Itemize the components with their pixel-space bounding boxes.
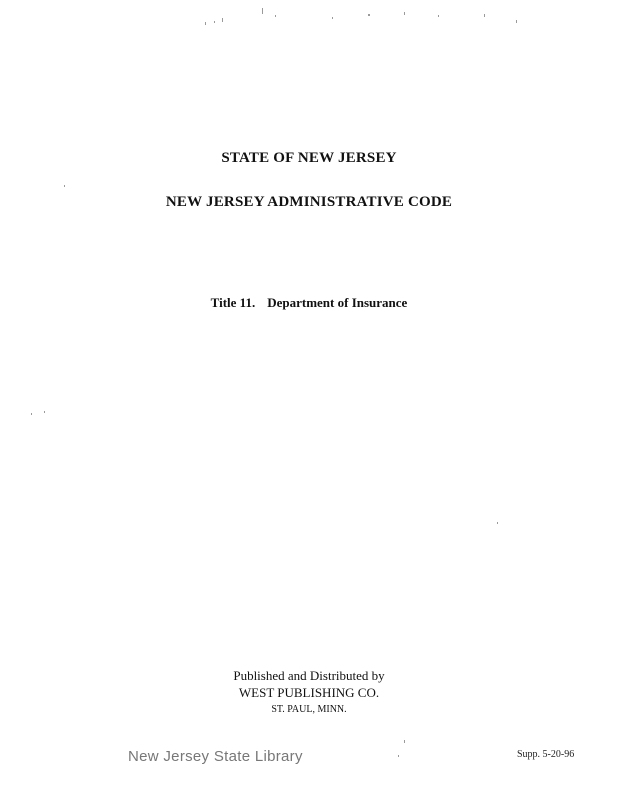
scan-speck (214, 21, 215, 23)
scan-speck (368, 14, 370, 16)
scan-speck (64, 185, 65, 187)
publisher-city: ST. PAUL, MINN. (271, 704, 347, 715)
scan-speck (497, 522, 498, 524)
scan-speck (205, 22, 206, 25)
scan-speck (332, 17, 333, 19)
scan-speck (262, 8, 263, 14)
scan-speck (404, 12, 405, 15)
scan-speck (275, 15, 276, 17)
scan-speck (398, 755, 399, 757)
scan-speck (438, 15, 439, 17)
title-name: Department of Insurance (267, 295, 408, 310)
scan-speck (31, 413, 32, 415)
scan-speck (222, 18, 223, 22)
heading-state: STATE OF NEW JERSEY (221, 150, 397, 166)
supplement-date: Supp. 5-20-96 (517, 749, 575, 760)
title-line (0, 295, 618, 311)
publisher-name: WEST PUBLISHING CO. (238, 685, 380, 700)
title-number: Title 11. (210, 295, 256, 310)
scan-speck (516, 20, 517, 23)
scan-speck (484, 14, 485, 17)
heading-administrative-code: NEW JERSEY ADMINISTRATIVE CODE (165, 194, 453, 210)
publisher-statement: Published and Distributed by (233, 668, 385, 683)
library-stamp: New Jersey State Library (128, 748, 303, 765)
scan-speck (44, 411, 45, 413)
scan-speck (404, 740, 405, 743)
